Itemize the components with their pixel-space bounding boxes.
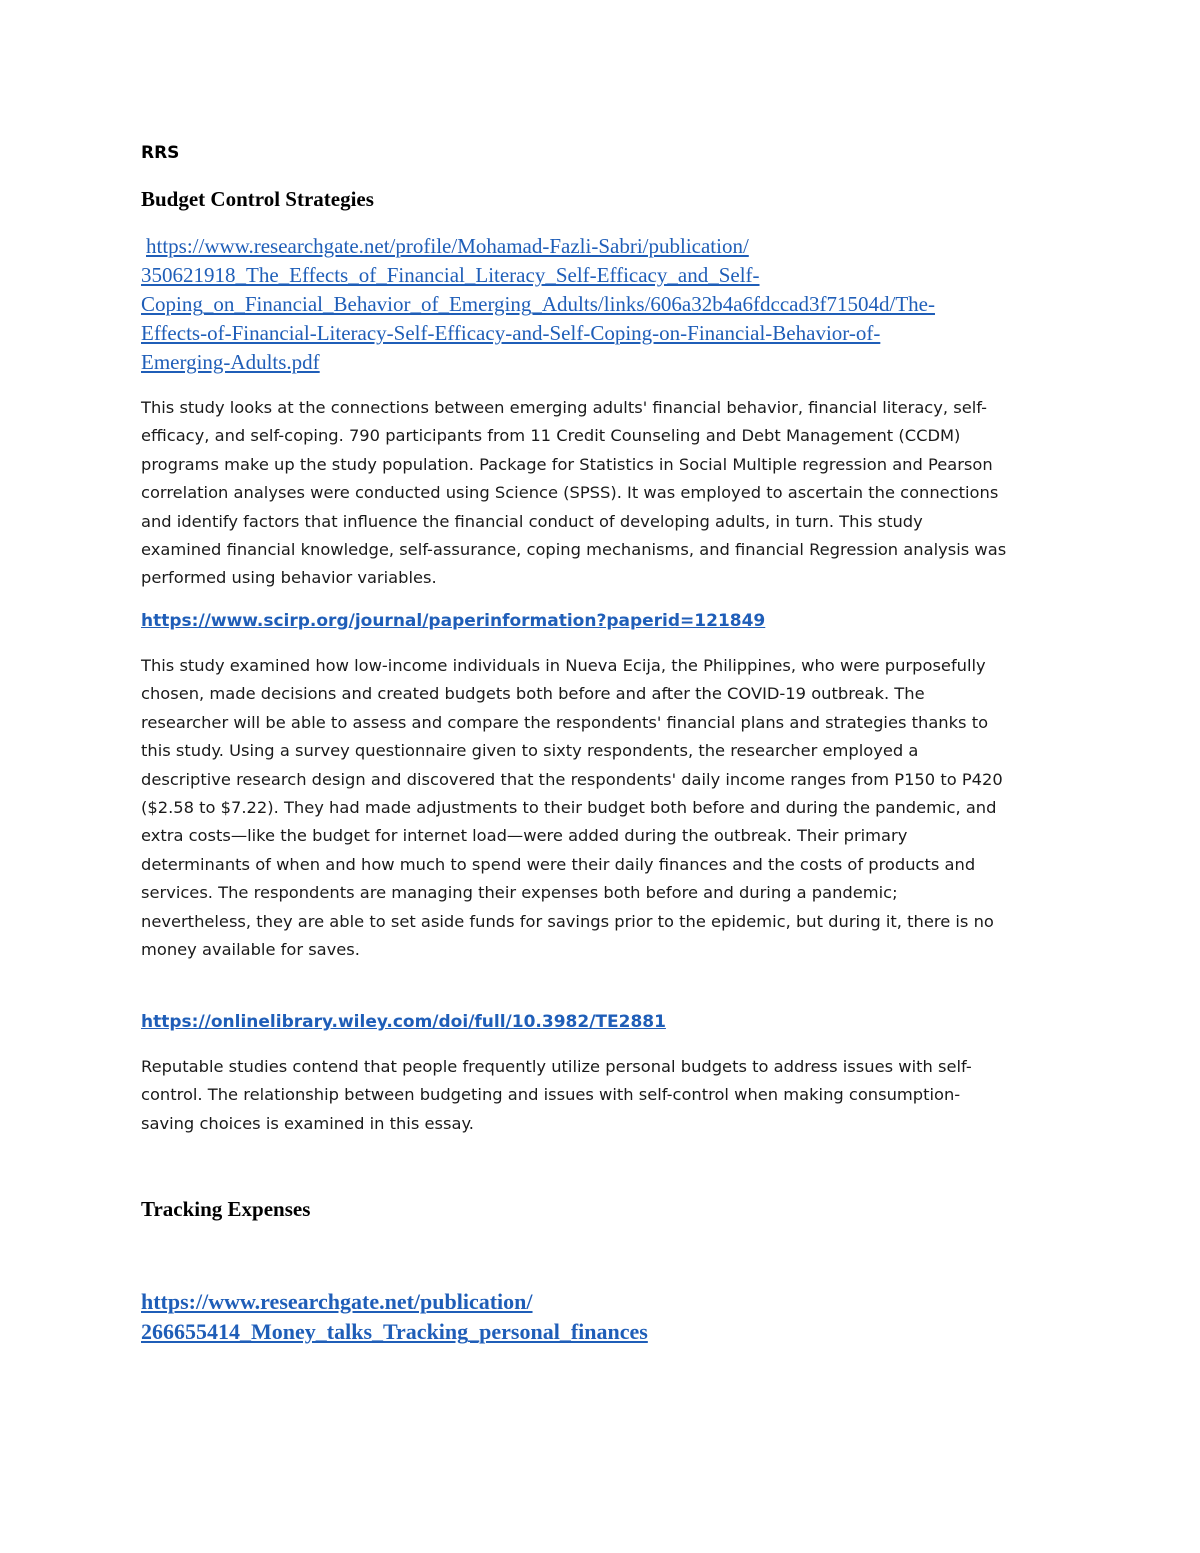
text-line: extra costs—like the budget for internet load—were added during the outbreak. Their primary xyxy=(141,826,908,846)
text-line: performed using behavior variables. xyxy=(141,568,437,588)
text-line: researcher will be able to assess and compare the respondents' financial plans and strategies thanks to xyxy=(141,712,989,732)
link-line[interactable]: Emerging-Adults.pdf xyxy=(141,350,320,374)
text-line: chosen, made decisions and created budgets both before and after the COVID-19 outbreak. The xyxy=(141,684,925,704)
wiley-link[interactable]: https://onlinelibrary.wiley.com/doi/full/10.3982/TE2881 xyxy=(141,1012,666,1032)
text-line: Reputable studies contend that people frequently utilize personal budgets to address issues with self- xyxy=(141,1057,972,1076)
document-label: RRS xyxy=(141,143,180,163)
text-line: correlation analyses were conducted using Science (SPSS). It was employed to ascertain the connections xyxy=(141,483,999,503)
text-line: This study looks at the connections between emerging adults' financial behavior, financial literacy, self- xyxy=(141,398,987,417)
researchgate-tracking-link[interactable] xyxy=(141,1287,648,1347)
scirp-link[interactable]: https://www.scirp.org/journal/paperinformation?paperid=121849 xyxy=(141,611,766,631)
text-line: efficacy, and self-coping. 790 participants from 11 Credit Counseling and Debt Management (CCDM) xyxy=(141,426,961,446)
text-line: This study examined how low-income individuals in Nueva Ecija, the Philippines, who were purposefully xyxy=(141,656,986,675)
text-line: descriptive research design and discovered that the respondents' daily income ranges from P150 to P420 xyxy=(141,769,1003,789)
link-line[interactable]: Effects-of-Financial-Literacy-Self-Efficacy-and-Self-Coping-on-Financial-Behavior-of- xyxy=(141,321,881,345)
text-line: examined financial knowledge, self-assurance, coping mechanisms, and financial Regression analysis was xyxy=(141,540,1007,560)
section-heading-budget-control: Budget Control Strategies xyxy=(141,187,374,211)
text-line: this study. Using a survey questionnaire given to sixty respondents, the researcher employed a xyxy=(141,741,919,761)
summary-paragraph-3 xyxy=(141,1053,1041,1138)
text-line: saving choices is examined in this essay. xyxy=(141,1113,474,1133)
researchgate-link[interactable] xyxy=(141,232,1061,377)
text-line: programs make up the study population. Package for Statistics in Social Multiple regression and Pearson xyxy=(141,454,993,474)
summary-paragraph-2 xyxy=(141,652,1041,964)
text-line: ($2.58 to $7.22). They had made adjustments to their budget both before and during the pandemic, and xyxy=(141,798,997,818)
text-line: services. The respondents are managing their expenses both before and during a pandemic; xyxy=(141,883,898,903)
link-line[interactable]: 266655414_Money_talks_Tracking_personal_finances xyxy=(141,1319,648,1344)
link-line[interactable]: https://www.researchgate.net/profile/Mohamad-Fazli-Sabri/publication/ xyxy=(146,234,749,258)
text-line: control. The relationship between budgeting and issues with self-control when making consumption- xyxy=(141,1085,961,1105)
text-line: nevertheless, they are able to set aside funds for savings prior to the epidemic, but during it, there is no xyxy=(141,911,994,931)
text-line: and identify factors that influence the financial conduct of developing adults, in turn. This study xyxy=(141,511,923,531)
link-line[interactable]: Coping_on_Financial_Behavior_of_Emerging_Adults/links/606a32b4a6fdccad3f71504d/The- xyxy=(141,292,935,316)
text-line: money available for saves. xyxy=(141,940,360,960)
link-line[interactable]: https://www.researchgate.net/publication/ xyxy=(141,1289,533,1314)
text-line: determinants of when and how much to spend were their daily finances and the costs of products and xyxy=(141,854,976,874)
summary-paragraph-1 xyxy=(141,394,1041,593)
link-line[interactable]: 350621918_The_Effects_of_Financial_Literacy_Self-Efficacy_and_Self- xyxy=(141,263,760,287)
section-heading-tracking-expenses: Tracking Expenses xyxy=(141,1197,311,1221)
